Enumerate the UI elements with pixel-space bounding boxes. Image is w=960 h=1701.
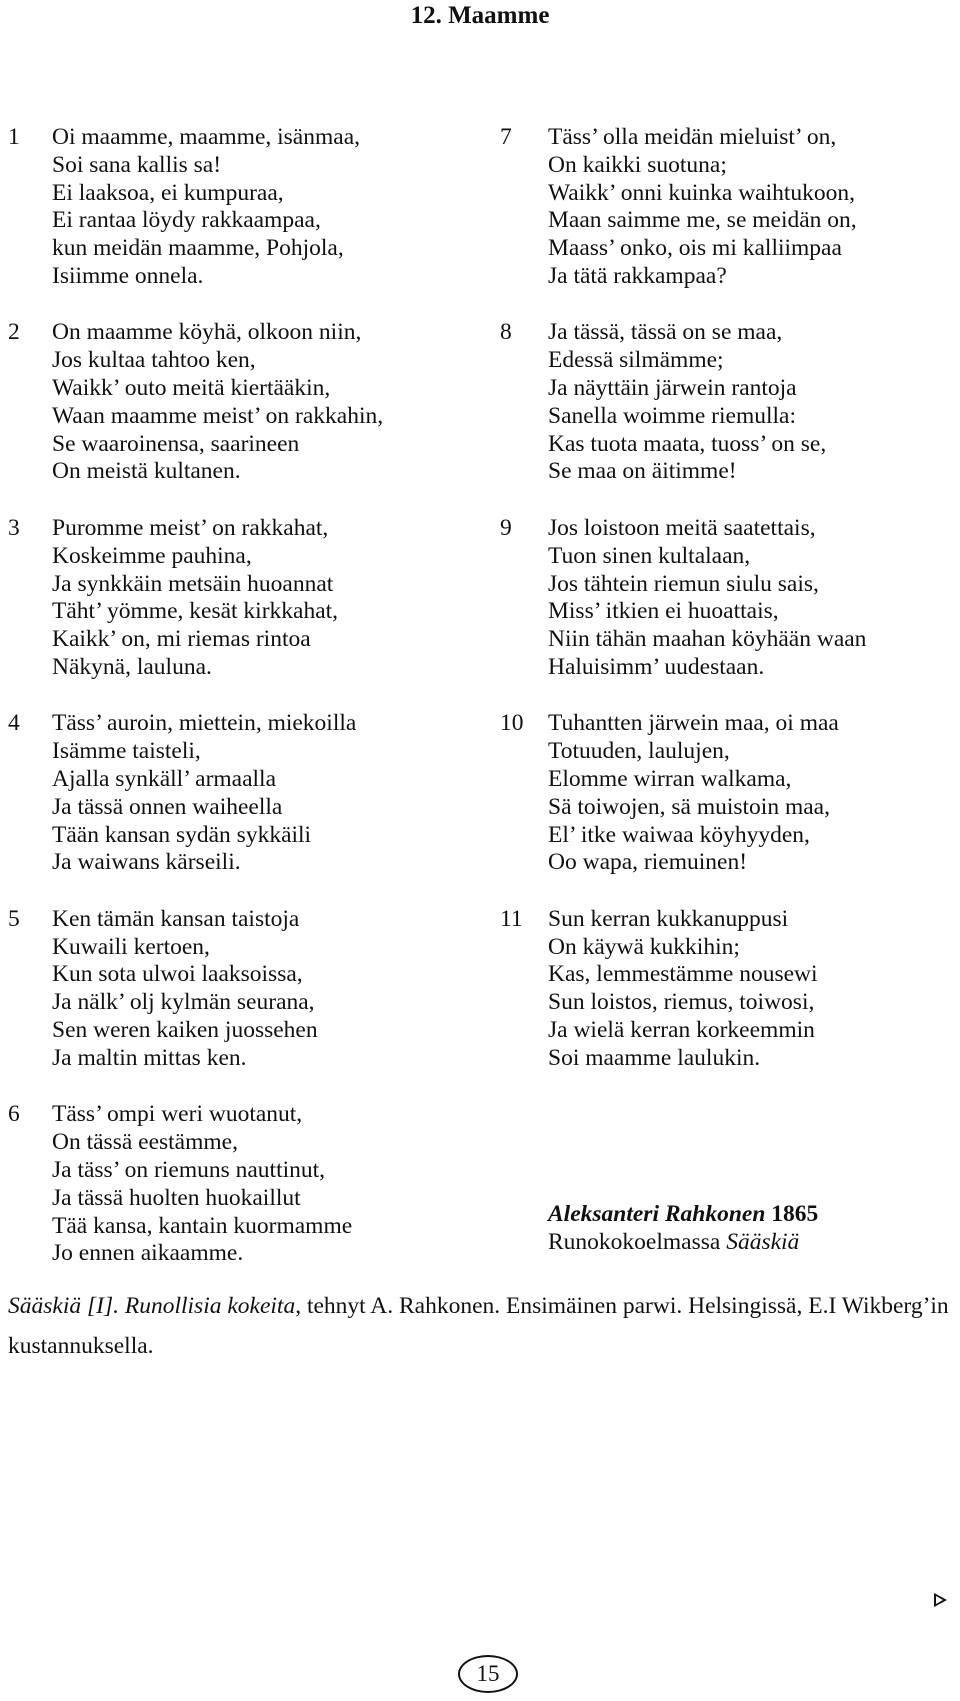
stanza-10: [500, 710, 960, 877]
verse-line: On meistä kultanen.: [52, 458, 241, 485]
stanza-lines: [52, 319, 383, 486]
stanza-3: [8, 515, 478, 682]
verse-line: El’ itke waiwaa köyhyyden,: [548, 821, 810, 848]
stanza-number: 1: [8, 124, 20, 150]
verse-line: Tuon sinen kultalaan,: [548, 542, 751, 569]
stanza-8: [500, 319, 960, 486]
stanza-7: [500, 124, 960, 291]
source-work: Sääskiä [I].: [8, 1293, 119, 1319]
verse-line: Niin tähän maahan köyhään waan: [548, 626, 867, 653]
verse-line: Ja tässä onnen waiheella: [52, 793, 283, 820]
verse-line: Kaikk’ on, mi riemas rintoa: [52, 626, 311, 653]
verse-line: Jos tähtein riemun siulu sais,: [548, 570, 819, 597]
verse-line: Maass’ onko, ois mi kalliimpaa: [548, 235, 842, 262]
stanza-number: 10: [500, 710, 524, 737]
stanza-number: 6: [8, 1101, 20, 1128]
stanza-lines: [548, 906, 818, 1073]
verse-line: Ei laaksoa, ei kumpuraa,: [52, 179, 284, 206]
stanza-number: 3: [8, 514, 20, 541]
verse-line: On käywä kukkihin;: [548, 933, 740, 960]
stanza-lines: [52, 1101, 352, 1268]
stanza-lines: [548, 124, 857, 291]
verse-line: Puromme meist’ on rakkahat,: [52, 514, 329, 541]
verse-line: Ja maltin mittas ken.: [52, 1044, 247, 1071]
collection-title: Sääskiä: [726, 1228, 800, 1255]
stanza-number: 4: [8, 710, 20, 737]
verse-line: Kun sota ulwoi laaksoissa,: [52, 961, 303, 988]
verse-line: Ja wielä kerran korkeemmin: [548, 1017, 815, 1044]
verse-line: Ja waiwans kärseili.: [52, 849, 241, 876]
source-details: , tehnyt A. Rahkonen. Ensimäinen parwi. Helsingissä, E.I Wikberg’in kustannuksella.: [8, 1293, 949, 1359]
verse-line: Tään kansan sydän sykkäili: [52, 821, 312, 848]
stanza-number: 11: [500, 905, 523, 932]
verse-line: Tää kansa, kantain kuormamme: [52, 1212, 353, 1239]
verse-line: Oi maamme, maamme, isänmaa,: [52, 124, 361, 150]
verse-line: Kas tuota maata, tuoss’ on se,: [548, 430, 827, 457]
stanza-6: [8, 1101, 478, 1268]
verse-line: Jos kultaa tahtoo ken,: [52, 347, 256, 374]
stanza-number: 9: [500, 514, 512, 541]
stanza-1: [8, 124, 478, 291]
verse-line: Kuwaili kertoen,: [52, 933, 210, 960]
stanza-4: [8, 710, 478, 877]
stanza-11: [500, 906, 960, 1073]
source-subtitle: Runollisia kokeita: [124, 1293, 296, 1319]
verse-line: Ajalla synkäll’ armaalla: [52, 766, 277, 792]
verse-line: Ja näyttäin järwein rantoja: [548, 375, 797, 402]
stanza-lines: [548, 710, 839, 877]
page-number: 15: [458, 1655, 518, 1693]
stanza-number: 2: [8, 319, 20, 346]
verse-line: kun meidän maamme, Pohjola,: [52, 235, 344, 262]
verse-line: Maan saimme me, se meidän on,: [548, 207, 857, 234]
stanza-number: 7: [500, 124, 512, 150]
stanza-lines: [52, 124, 360, 291]
verse-line: Soi sana kallis sa!: [52, 151, 222, 178]
verse-line: Miss’ itkien ei huoattais,: [548, 598, 779, 625]
verse-line: Waikk’ onni kuinka waihtukoon,: [548, 179, 856, 206]
verse-line: Täss’ olla meidän mieluist’ on,: [548, 124, 837, 150]
verse-line: Ja synkkäin metsäin huoannat: [52, 570, 334, 597]
author-line: [548, 1201, 818, 1229]
verse-line: Isiimme onnela.: [52, 262, 204, 289]
verse-line: Elomme wirran walkama,: [548, 766, 792, 792]
stanzas-left-column: [8, 124, 478, 1297]
verse-line: Waan maamme meist’ on rakkahin,: [52, 402, 384, 429]
stanza-5: [8, 906, 478, 1073]
stanza-number: 8: [500, 319, 512, 346]
verse-line: Sanella woimme riemulla:: [548, 402, 796, 429]
verse-line: On kaikki suotuna;: [548, 151, 727, 178]
verse-line: Ja täss’ on riemuns nauttinut,: [52, 1156, 326, 1183]
verse-line: Sun kerran kukkanuppusi: [548, 905, 789, 932]
verse-line: Soi maamme laulukin.: [548, 1044, 761, 1071]
verse-line: Ja nälk’ olj kylmän seurana,: [52, 989, 315, 1016]
verse-line: Totuuden, laulujen,: [548, 738, 730, 765]
next-page-icon[interactable]: [934, 1593, 947, 1607]
collection-line: [548, 1229, 818, 1257]
stanzas-right-column: [500, 124, 960, 1101]
verse-line: Ei rantaa löydy rakkaampaa,: [52, 207, 321, 234]
verse-line: Täss’ auroin, miettein, miekoilla: [52, 710, 357, 737]
verse-line: Sä toiwojen, sä muistoin maa,: [548, 793, 830, 820]
verse-line: Jo ennen aikaamme.: [52, 1240, 244, 1267]
verse-line: Ja tässä, tässä on se maa,: [548, 319, 783, 346]
verse-line: Haluisimm’ uudestaan.: [548, 653, 765, 680]
verse-line: Sen weren kaiken juossehen: [52, 1017, 318, 1044]
author-name: Aleksanteri Rahkonen: [548, 1201, 766, 1227]
stanza-lines: [52, 710, 356, 877]
verse-line: Täht’ yömme, kesät kirkkahat,: [52, 598, 339, 625]
stanza-lines: [52, 515, 338, 682]
stanza-9: [500, 515, 960, 682]
page-title: 12. Maamme: [410, 2, 550, 29]
stanza-lines: [548, 515, 866, 682]
verse-line: Tuhantten järwein maa, oi maa: [548, 710, 839, 737]
verse-line: Edessä silmämme;: [548, 347, 724, 374]
verse-line: Jos loistoon meitä saatettais,: [548, 514, 816, 541]
verse-line: Ken tämän kansan taistoja: [52, 905, 300, 932]
verse-line: On maamme köyhä, olkoon niin,: [52, 319, 362, 346]
stanza-lines: [52, 906, 318, 1073]
verse-line: Se maa on äitimme!: [548, 458, 737, 485]
verse-line: Näkynä, lauluna.: [52, 653, 212, 680]
verse-line: Ja tässä huolten huokaillut: [52, 1184, 301, 1211]
collection-prefix: Runokokoelmassa: [548, 1228, 721, 1255]
verse-line: Täss’ ompi weri wuotanut,: [52, 1101, 303, 1128]
stanza-lines: [548, 319, 826, 486]
verse-line: Isämme taisteli,: [52, 738, 201, 765]
verse-line: Koskeimme pauhina,: [52, 542, 252, 569]
verse-line: Kas, lemmestämme nousewi: [548, 961, 818, 988]
stanza-number: 5: [8, 905, 20, 932]
verse-line: Se waaroinensa, saarineen: [52, 430, 300, 457]
source-citation: [8, 1286, 953, 1366]
verse-line: On tässä eestämme,: [52, 1129, 238, 1156]
stanza-2: [8, 319, 478, 486]
publication-year: 1865: [771, 1201, 819, 1227]
author-signature: [548, 1201, 818, 1257]
verse-line: Oo wapa, riemuinen!: [548, 849, 748, 876]
verse-line: Waikk’ outo meitä kiertääkin,: [52, 375, 331, 402]
verse-line: Ja tätä rakkampaa?: [548, 262, 727, 289]
verse-line: Sun loistos, riemus, toiwosi,: [548, 989, 815, 1016]
